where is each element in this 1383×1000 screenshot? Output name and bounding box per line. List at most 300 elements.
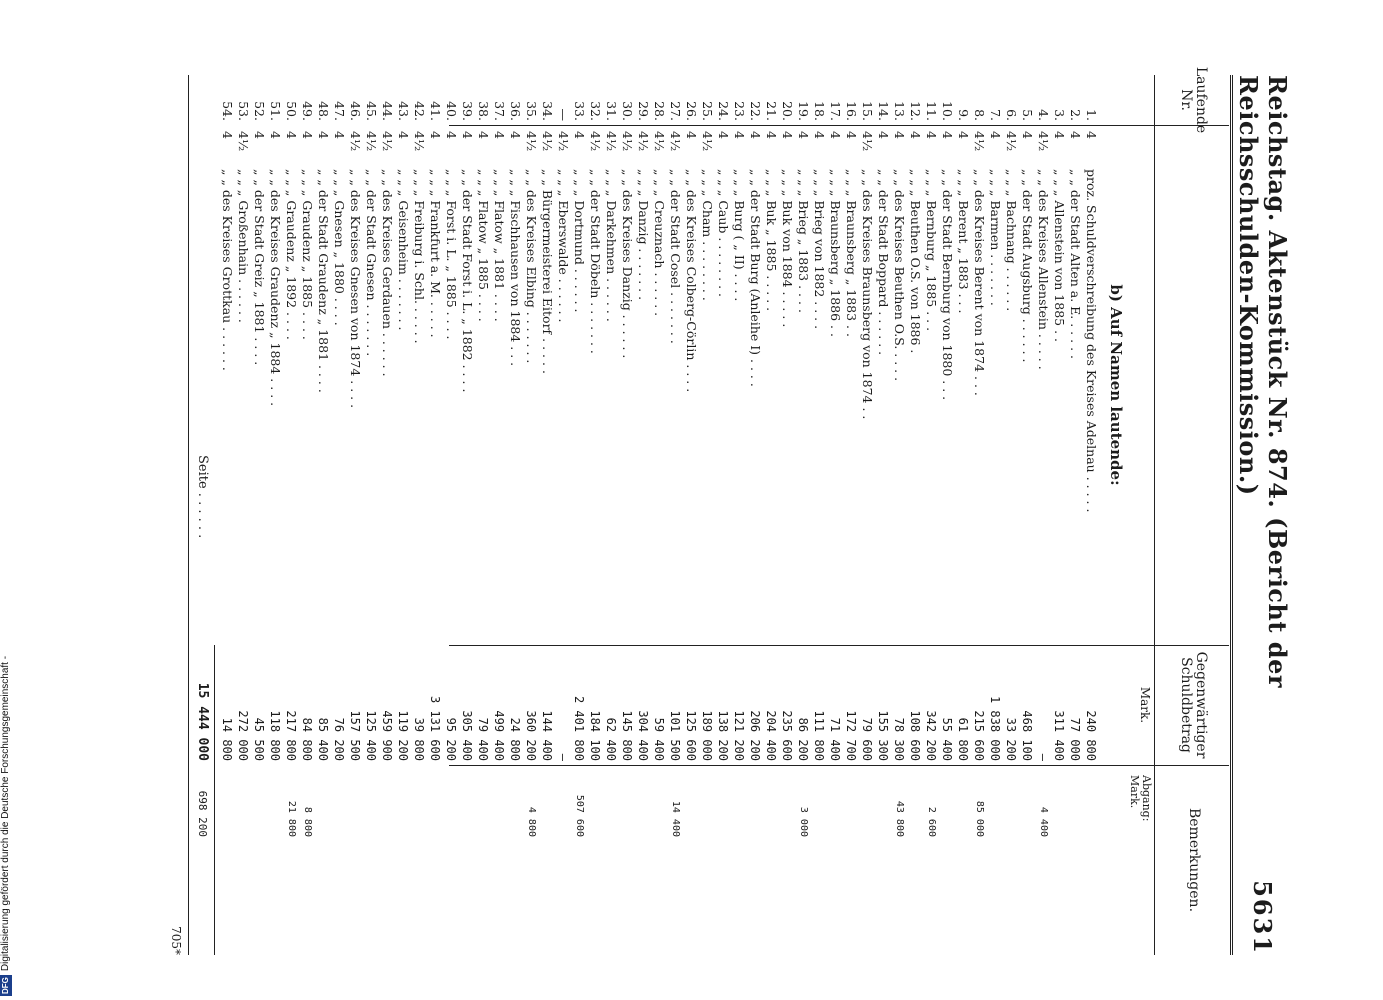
table-row — [363, 75, 379, 955]
table-row — [523, 75, 539, 955]
row-amount: 2 401 800 — [572, 695, 586, 761]
row-interest-rate: 4 — [1020, 131, 1035, 139]
table-row — [251, 75, 267, 955]
row-description: „ „ der Stadt Graudenz „ 1881 . . . . — [316, 169, 331, 393]
total-row — [193, 75, 211, 955]
row-number: 41. — [428, 101, 443, 121]
row-amount: 79 400 — [476, 717, 490, 761]
row-number: 45. — [364, 101, 379, 121]
table-row — [555, 75, 571, 955]
row-interest-rate: 4 — [476, 131, 491, 139]
table-row — [987, 75, 1003, 955]
row-number: 21. — [764, 101, 779, 121]
row-interest-rate: 4½ — [668, 131, 683, 152]
row-description: „ „ des Kreises Berent von 1874 . . . — [972, 169, 987, 396]
row-amount: 499 400 — [492, 710, 506, 761]
row-interest-rate: 4 — [396, 131, 411, 139]
row-amount: 145 800 — [620, 710, 634, 761]
row-abgang: 21 800 — [286, 800, 297, 837]
row-number: 10. — [940, 101, 955, 121]
row-description: „ „ „ Flatow „ 1885 . . . . — [476, 169, 491, 322]
bottom-rule — [188, 75, 189, 955]
row-amount: 360 200 — [524, 710, 538, 761]
row-number: 40. — [444, 101, 459, 121]
rotated-document-page — [125, 66, 1292, 955]
table-row — [859, 75, 875, 955]
row-description: „ „ des Kreises Beuthen O.S. . . . . — [892, 169, 907, 382]
row-amount: 119 200 — [396, 710, 410, 761]
row-description: „ „ „ Burg ( „ II) . . . . — [732, 169, 747, 302]
row-amount: — — [556, 753, 570, 761]
table-row — [1067, 75, 1083, 955]
row-abgang: 4 400 — [1038, 806, 1049, 837]
row-description: „ „ der Stadt Greiz „ 1881 . . . . — [252, 169, 267, 366]
row-number: 53. — [236, 101, 251, 121]
table-row — [939, 75, 955, 955]
row-amount: 77 000 — [1068, 717, 1082, 761]
abgang-label: Abgang: Mark. — [1128, 775, 1153, 822]
total-rule — [214, 645, 215, 955]
row-description: „ „ „ Eberswalde . . . . . . — [556, 169, 571, 323]
row-number: 51. — [268, 101, 283, 121]
row-amount: 217 800 — [284, 710, 298, 761]
row-amount: 101 500 — [668, 710, 682, 761]
table-row — [427, 75, 443, 955]
section-title: b) Auf Namen lautende: — [1107, 284, 1125, 486]
table-row — [283, 75, 299, 955]
row-interest-rate: 4 — [876, 131, 891, 139]
row-number: 27. — [668, 101, 683, 121]
row-number: 34. — [540, 101, 555, 121]
row-amount: 138 200 — [716, 710, 730, 761]
row-number: — — [556, 108, 571, 121]
row-description: „ „ der Stadt Boppard . . . . . . — [876, 169, 891, 356]
digitization-note — [0, 596, 12, 1000]
row-description: „ „ der Stadt Burg (Anleihe I) . . . . — [748, 169, 763, 387]
row-amount: 85 400 — [316, 717, 330, 761]
row-description: „ „ „ Geisenheim . . . . . . . — [396, 169, 411, 331]
table-row — [491, 75, 507, 955]
table-row — [891, 75, 907, 955]
row-amount: 78 300 — [892, 717, 906, 761]
row-amount: 204 400 — [764, 710, 778, 761]
row-interest-rate: 4 — [444, 131, 459, 139]
row-interest-rate: 4½ — [236, 131, 251, 152]
row-number: 16. — [844, 101, 859, 121]
table-row — [795, 75, 811, 955]
table-row — [1035, 75, 1051, 955]
amount-unit-label: Mark. — [1138, 686, 1152, 724]
row-amount: 39 800 — [412, 717, 426, 761]
row-number: 4. — [1036, 109, 1051, 121]
row-interest-rate: 4½ — [380, 131, 395, 152]
row-amount: 125 600 — [684, 710, 698, 761]
row-interest-rate: 4 — [284, 131, 299, 139]
row-number: 20. — [780, 101, 795, 121]
table-row — [923, 75, 939, 955]
table-row — [315, 75, 331, 955]
table-row — [347, 75, 363, 955]
row-amount: 45 500 — [252, 717, 266, 761]
row-description: „ „ „ Cham . . . . . . . . — [700, 169, 715, 301]
row-abgang: 2 600 — [926, 806, 937, 837]
row-interest-rate: 4 — [572, 131, 587, 139]
row-description: „ „ der Stadt Gnesen . . . . . . . — [364, 169, 379, 357]
row-interest-rate: 4 — [716, 131, 731, 139]
row-interest-rate: 4 — [988, 131, 1003, 139]
row-amount: 76 200 — [332, 717, 346, 761]
row-amount: 111 800 — [812, 710, 826, 761]
row-number: 33. — [572, 101, 587, 121]
row-interest-rate: 4 — [684, 131, 699, 139]
row-interest-rate: 4 — [1068, 131, 1083, 139]
row-amount: 304 400 — [636, 710, 650, 761]
row-amount: 157 500 — [348, 710, 362, 761]
row-number: 18. — [812, 101, 827, 121]
row-number: 23. — [732, 101, 747, 121]
row-number: 39. — [460, 101, 475, 121]
row-interest-rate: 4 — [796, 131, 811, 139]
row-number: 38. — [476, 101, 491, 121]
row-number: 44. — [380, 101, 395, 121]
row-amount: 14 800 — [220, 717, 234, 761]
digitization-text: Digitalisierung gefördert durch die Deutsche Forschungsgemeinschaft - — [0, 655, 11, 972]
row-amount: 59 400 — [652, 717, 666, 761]
row-interest-rate: 4½ — [652, 131, 667, 152]
row-interest-rate: 4½ — [588, 131, 603, 152]
running-header — [1234, 75, 1292, 955]
row-amount: 33 200 — [1004, 717, 1018, 761]
row-description: „ „ des Kreises Gnesen von 1874 . . . . — [348, 169, 363, 409]
row-number: 8. — [972, 109, 987, 121]
row-interest-rate: 4 — [492, 131, 507, 139]
row-description: „ „ „ Forst i. L. „ 1885 . . . . — [444, 169, 459, 340]
row-description: „ „ des Kreises Allenstein . . . . . — [1036, 169, 1051, 370]
table-row — [779, 75, 795, 955]
row-amount: 342 200 — [924, 710, 938, 761]
table-row — [635, 75, 651, 955]
row-number: 7. — [988, 109, 1003, 121]
row-interest-rate: 4 — [828, 131, 843, 139]
table-row — [747, 75, 763, 955]
row-description: „ „ „ Buk von 1884 . . . . . — [780, 169, 795, 328]
row-description: „ „ „ Creuznach . . . . . . — [652, 169, 667, 317]
row-description: „ „ der Stadt Cosel . . . . . . . — [668, 169, 683, 344]
row-description: „ „ Bürgermeisterei Eitorf . . . . . — [540, 169, 555, 374]
table-row — [811, 75, 827, 955]
row-amount: 3 131 600 — [428, 695, 442, 761]
header-rule — [1154, 75, 1155, 955]
row-number: 48. — [316, 101, 331, 121]
table-row — [571, 75, 587, 955]
total-label: Seite . . . . . . — [195, 455, 210, 539]
row-interest-rate: 4 — [1052, 131, 1067, 139]
row-description: „ „ der Stadt Augsburg . . . . . . — [1020, 169, 1035, 363]
row-abgang: 4 800 — [526, 806, 537, 837]
row-number: 13. — [892, 101, 907, 121]
row-interest-rate: 4 — [268, 131, 283, 139]
row-description: „ „ des Kreises Grottkau . . . . . . — [220, 169, 235, 371]
table-row — [763, 75, 779, 955]
row-interest-rate: 4½ — [620, 131, 635, 152]
table-row — [955, 75, 971, 955]
row-abgang: 14 400 — [670, 800, 681, 837]
row-number: 22. — [748, 101, 763, 121]
row-description: „ „ „ Braunsberg „ 1886 . . — [828, 169, 843, 337]
row-number: 43. — [396, 101, 411, 121]
row-amount: 62 400 — [604, 717, 618, 761]
row-description: „ „ „ Darkehmen . . . . . . — [604, 169, 619, 322]
row-interest-rate: 4½ — [348, 131, 363, 152]
row-number: 35. — [524, 101, 539, 121]
row-amount: 24 800 — [508, 717, 522, 761]
row-description: „ „ „ Brieg „ 1883 . . . . — [796, 169, 811, 313]
row-interest-rate: 4 — [252, 131, 267, 139]
row-interest-rate: 4 — [764, 131, 779, 139]
row-description: „ „ „ Barmen . . . . . . . — [988, 169, 1003, 306]
table-row — [395, 75, 411, 955]
row-description: „ „ „ Danzig . . . . . . . — [636, 169, 651, 301]
row-description: „ „ „ Graudenz „ 1892 . . . . — [284, 169, 299, 340]
row-amount: 71 400 — [828, 717, 842, 761]
table-row — [971, 75, 987, 955]
table-row — [683, 75, 699, 955]
row-number: 54. — [220, 101, 235, 121]
row-interest-rate: 4½ — [860, 131, 875, 152]
row-description: „ „ „ Graudenz „ 1885 . . . . — [300, 169, 315, 340]
sheet-mark: 705* — [169, 926, 183, 955]
row-description: „ „ „ Fischhausen von 1884 . . . — [508, 169, 523, 367]
table-row — [843, 75, 859, 955]
row-number: 9. — [956, 109, 971, 121]
row-number: 19. — [796, 101, 811, 121]
row-abgang: 507 600 — [574, 794, 585, 837]
row-description: „ „ „ Berent „ 1883 . . . — [956, 169, 971, 314]
row-number: 37. — [492, 101, 507, 121]
table-row — [1003, 75, 1019, 955]
row-amount: 240 800 — [1084, 710, 1098, 761]
col-header-amount: Gegenwärtiger Schuldbetrag — [1178, 651, 1210, 759]
row-interest-rate: 4½ — [1036, 131, 1051, 152]
row-number: 15. — [860, 101, 875, 121]
row-description: „ „ der Stadt Döbeln . . . . . . . — [588, 169, 603, 354]
row-interest-rate: 4 — [220, 131, 235, 139]
row-interest-rate: 4 — [460, 131, 475, 139]
row-amount: 144 400 — [540, 710, 554, 761]
row-number: 2. — [1068, 109, 1083, 121]
row-number: 12. — [908, 101, 923, 121]
row-interest-rate: 4 — [1084, 131, 1099, 139]
row-interest-rate: 4½ — [556, 131, 571, 152]
row-interest-rate: 4 — [428, 131, 443, 139]
row-description: „ „ „ Braunsberg „ 1883 . . — [844, 169, 859, 337]
total-amount: 15 444 000 — [195, 682, 210, 761]
row-interest-rate: 4½ — [604, 131, 619, 152]
row-number: 46. — [348, 101, 363, 121]
row-number: 31. — [604, 101, 619, 121]
row-amount: 235 600 — [780, 710, 794, 761]
row-amount: 272 000 — [236, 710, 250, 761]
row-description: „ „ „ Beuthen O.S. von 1886 . — [908, 169, 923, 354]
row-number: 6. — [1004, 109, 1019, 121]
row-description: „ „ „ Buk „ 1885 . . . . . — [764, 169, 779, 312]
row-interest-rate: 4 — [908, 131, 923, 139]
row-abgang: 3 000 — [798, 806, 809, 837]
row-interest-rate: 4½ — [636, 131, 651, 152]
table-row — [443, 75, 459, 955]
row-description: „ „ „ Allenstein von 1885 . . — [1052, 169, 1067, 342]
row-interest-rate: 4 — [940, 131, 955, 139]
row-amount: 108 600 — [908, 710, 922, 761]
row-amount: 61 800 — [956, 717, 970, 761]
row-number: 11. — [924, 101, 939, 121]
row-amount: — — [1036, 753, 1050, 761]
row-interest-rate: 4 — [780, 131, 795, 139]
total-abgang: 698 200 — [196, 790, 209, 837]
row-description: „ „ des Kreises Braunsberg von 1874 . . — [860, 169, 875, 420]
row-description: „ „ des Kreises Elbing . . . . . . . — [524, 169, 539, 364]
row-description: proz. Schuldverschreibung des Kreises Adelnau . . . . . — [1084, 169, 1099, 513]
row-number: 47. — [332, 101, 347, 121]
table-row — [603, 75, 619, 955]
row-interest-rate: 4½ — [364, 131, 379, 152]
row-amount: 459 900 — [380, 710, 394, 761]
row-amount: 189 000 — [700, 710, 714, 761]
row-description: „ „ der Stadt Forst i. L. „ 1882 . . . . — [460, 169, 475, 393]
row-interest-rate: 4½ — [524, 131, 539, 152]
row-amount: 125 400 — [364, 710, 378, 761]
row-number: 36. — [508, 101, 523, 121]
row-description: „ „ „ Frankfurt a. M. . . . . . — [428, 169, 443, 338]
row-description: „ „ „ Gnesen „ 1880 . . . . — [332, 169, 347, 326]
row-number: 49. — [300, 101, 315, 121]
row-interest-rate: 4 — [508, 131, 523, 139]
table-row — [1019, 75, 1035, 955]
row-number: 24. — [716, 101, 731, 121]
table-row — [379, 75, 395, 955]
row-interest-rate: 4½ — [412, 131, 427, 152]
row-number: 25. — [700, 101, 715, 121]
table-row — [539, 75, 555, 955]
table-row — [587, 75, 603, 955]
row-amount: 206 200 — [748, 710, 762, 761]
table-row — [331, 75, 347, 955]
row-description: „ „ des Kreises Gerdauen . . . . . . — [380, 169, 395, 377]
row-description: „ „ der Stadt Alten a. E. . . . . . — [1068, 169, 1083, 359]
table-row — [507, 75, 523, 955]
row-interest-rate: 4½ — [540, 131, 555, 152]
row-interest-rate: 4½ — [700, 131, 715, 152]
table-row — [299, 75, 315, 955]
row-interest-rate: 4 — [748, 131, 763, 139]
running-title: Reichstag. Aktenstück Nr. 874. (Bericht der Reichsschulden-Kommission.) — [1234, 75, 1292, 689]
row-number: 32. — [588, 101, 603, 121]
row-amount: 305 400 — [460, 710, 474, 761]
table-row — [459, 75, 475, 955]
header-double-rule — [1230, 75, 1233, 955]
row-amount: 155 300 — [876, 710, 890, 761]
row-amount: 95 200 — [444, 717, 458, 761]
row-amount: 86 200 — [796, 717, 810, 761]
table-row — [699, 75, 715, 955]
row-number: 30. — [620, 101, 635, 121]
ledger-rows — [219, 75, 1099, 955]
row-amount: 79 600 — [860, 717, 874, 761]
col-header-nr: Laufende Nr. — [1178, 66, 1210, 134]
table-row — [1051, 75, 1067, 955]
table-row — [907, 75, 923, 955]
table-row — [731, 75, 747, 955]
row-description: „ „ des Kreises Graudenz „ 1884 . . . . — [268, 169, 283, 407]
table-row — [219, 75, 235, 955]
row-number: 29. — [636, 101, 651, 121]
row-abgang: 8 800 — [302, 806, 313, 837]
row-amount: 172 700 — [844, 710, 858, 761]
col-header-remarks: Bemerkungen. — [1185, 807, 1202, 913]
row-amount: 84 800 — [300, 717, 314, 761]
row-amount: 311 400 — [1052, 710, 1066, 761]
row-description: „ „ des Kreises Colberg-Cörlin . . . . — [684, 169, 699, 393]
table-row — [411, 75, 427, 955]
row-description: „ „ „ Freiburg i. Schl. . . . . . — [412, 169, 427, 344]
row-interest-rate: 4 — [924, 131, 939, 139]
table-row — [715, 75, 731, 955]
table-row — [667, 75, 683, 955]
row-interest-rate: 4 — [892, 131, 907, 139]
row-description: „ „ „ Großenhain . . . . . . — [236, 169, 251, 323]
row-number: 3. — [1052, 109, 1067, 121]
row-description: „ „ „ Dortmund . . . . . . — [572, 169, 587, 313]
table-row — [1083, 75, 1099, 955]
row-interest-rate: 4½ — [972, 131, 987, 152]
row-description: „ „ „ Caub . . . . . . . . — [716, 169, 731, 297]
row-description: „ „ „ Bernburg „ 1885 . . . — [924, 169, 939, 332]
row-number: 50. — [284, 101, 299, 121]
table-row — [651, 75, 667, 955]
table-row — [827, 75, 843, 955]
table-row — [619, 75, 635, 955]
table-row — [235, 75, 251, 955]
row-description: „ „ des Kreises Danzig . . . . . . — [620, 169, 635, 359]
row-amount: 184 100 — [588, 710, 602, 761]
row-number: 5. — [1020, 109, 1035, 121]
row-amount: 215 600 — [972, 710, 986, 761]
row-number: 17. — [828, 101, 843, 121]
row-amount: 121 200 — [732, 710, 746, 761]
row-amount: 1 838 000 — [988, 695, 1002, 761]
row-interest-rate: 4 — [812, 131, 827, 139]
row-description: „ „ „ Flatow „ 1881 . . . . — [492, 169, 507, 322]
col-header-description — [1157, 125, 1229, 645]
row-interest-rate: 4½ — [1004, 131, 1019, 152]
row-amount: 118 800 — [268, 710, 282, 761]
dfg-logo: DFG — [1, 977, 10, 994]
row-interest-rate: 4 — [844, 131, 859, 139]
table-row — [475, 75, 491, 955]
table-row — [267, 75, 283, 955]
row-description: „ „ der Stadt Bernburg von 1880 . . . — [940, 169, 955, 401]
row-number: 26. — [684, 101, 699, 121]
row-number: 42. — [412, 101, 427, 121]
row-interest-rate: 4 — [732, 131, 747, 139]
row-number: 52. — [252, 101, 267, 121]
row-description: „ „ „ Brieg von 1882 . . . . — [812, 169, 827, 330]
row-interest-rate: 4 — [956, 131, 971, 139]
row-abgang: 85 000 — [974, 800, 985, 837]
row-description: „ „ „ Bachnang . . . . . . — [1004, 169, 1019, 312]
row-amount: 468 100 — [1020, 710, 1034, 761]
row-abgang: 43 800 — [894, 800, 905, 837]
